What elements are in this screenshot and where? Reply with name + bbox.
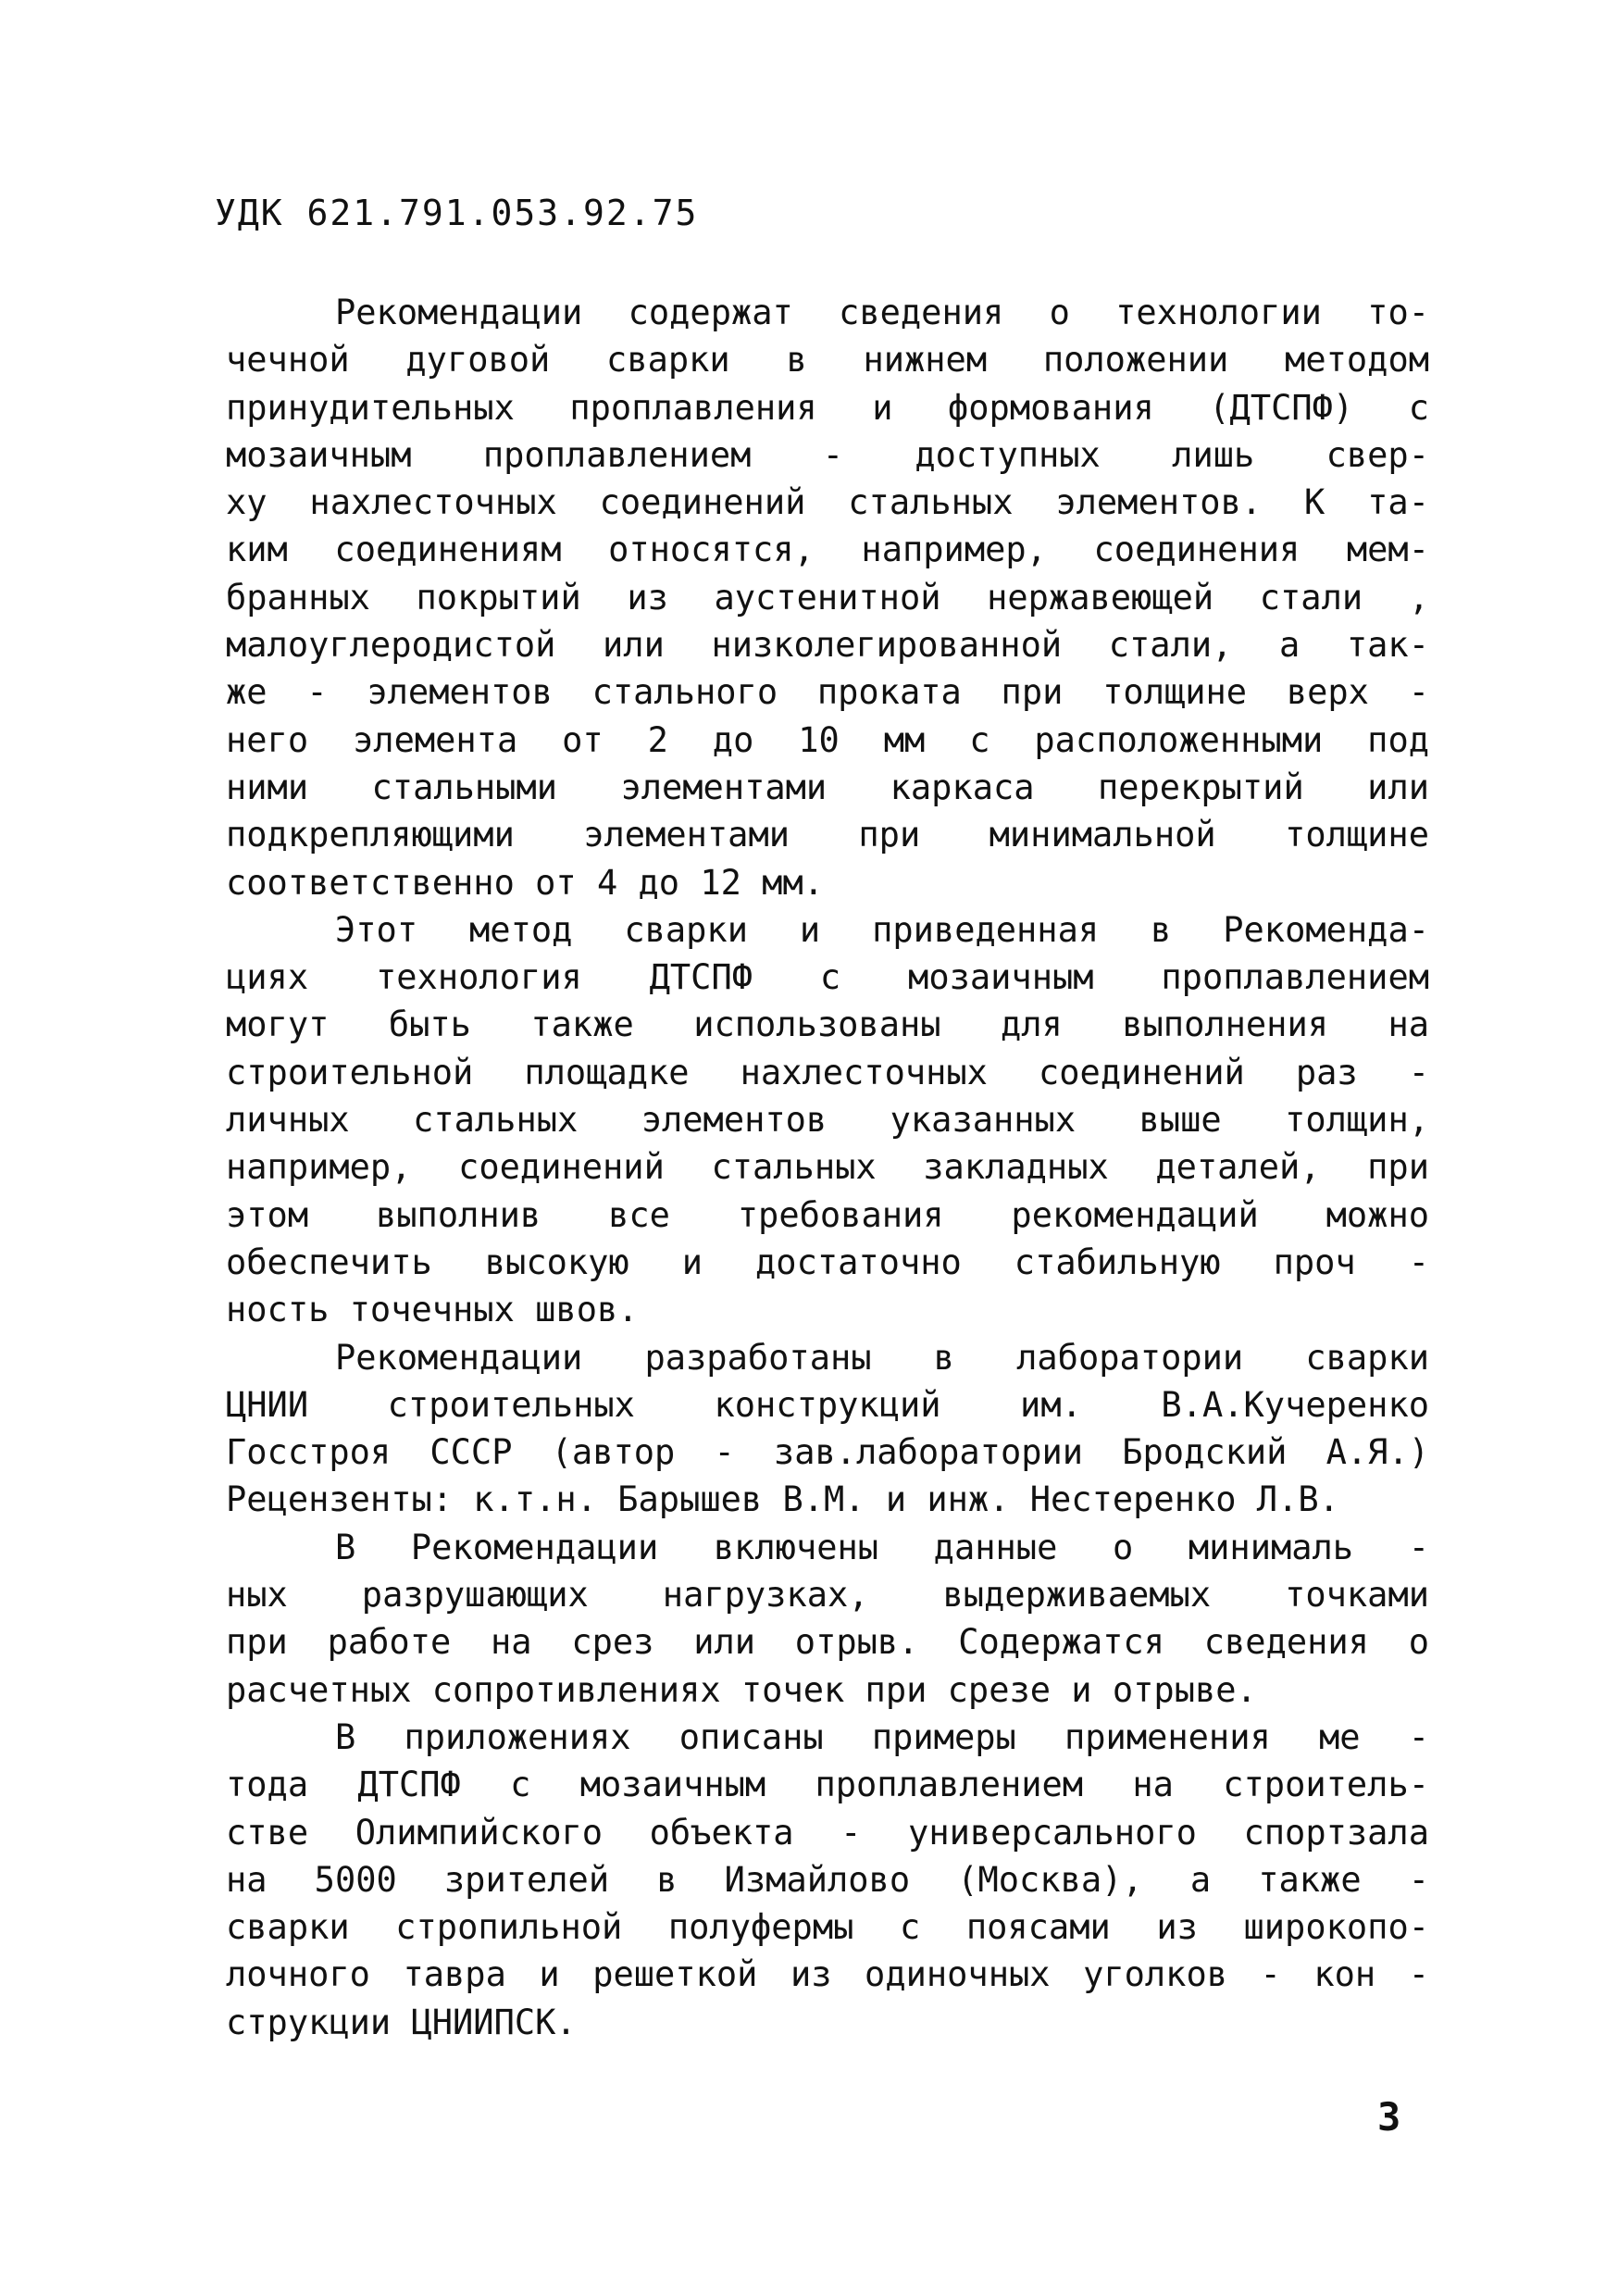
text-line: Рекомендации содержат сведения о технологии то-: [335, 293, 1429, 332]
text-line: Рецензенты: к.т.н. Барышев В.М. и инж. Нестеренко Л.В.: [226, 1479, 1339, 1520]
text-line: этом выполнив все требования рекомендаций можно: [226, 1194, 1429, 1235]
text-line: сварки стропильной полуфермы с поясами из широкопо-: [226, 1907, 1429, 1948]
text-line: строительной площадке нахлесточных соединений раз -: [226, 1052, 1429, 1092]
text-line: ними стальными элементами каркаса перекрытий или: [226, 767, 1429, 807]
text-line: принудительных проплавления и формования (ДТСПФ) с: [226, 387, 1429, 428]
paragraph: [226, 289, 1429, 906]
text-line: обеспечить высокую и достаточно стабильную проч -: [226, 1242, 1429, 1282]
text-line: малоуглеродистой или низколегированной стали, а так-: [226, 625, 1429, 666]
text-line: могут быть также использованы для выполнения на: [226, 1004, 1429, 1045]
text-line: лочного тавра и решеткой из одиночных уголков - кон -: [226, 1954, 1429, 1995]
text-line: же - элементов стального проката при толщине верх -: [226, 672, 1429, 713]
text-line: него элемента от 2 до 10 мм с расположенными под: [226, 719, 1429, 760]
paragraph: [226, 1524, 1429, 1714]
text-line: Этот метод сварки и приведенная в Рекоменда-: [335, 909, 1429, 950]
text-line: ность точечных швов.: [226, 1290, 639, 1330]
text-line: В приложениях описаны примеры применения ме -: [335, 1716, 1429, 1757]
text-line: Рекомендации разработаны в лаборатории сварки: [335, 1337, 1429, 1378]
text-line: тода ДТСПФ с мозаичным проплавлением на строитель-: [226, 1765, 1429, 1805]
text-line: стве Олимпийского объекта - универсального спортзала: [226, 1812, 1429, 1853]
page-number: 3: [1377, 2094, 1401, 2140]
text-line: Госстроя СССР (автор - зав.лаборатории Бродский А.Я.): [226, 1432, 1429, 1473]
udk-code: УДК 621.791.053.92.75: [215, 193, 699, 233]
text-line: чечной дуговой сварки в нижнем положении методом: [226, 340, 1429, 381]
document-body: [226, 289, 1429, 2046]
text-line: ных разрушающих нагрузках, выдерживаемых точками: [226, 1575, 1429, 1616]
text-line: мозаичным проплавлением - доступных лишь свер-: [226, 434, 1429, 475]
text-line: ху нахлесточных соединений стальных элементов. К та-: [226, 482, 1429, 523]
text-line: В Рекомендации включены данные о минималь -: [335, 1527, 1429, 1567]
text-line: ким соединениям относятся, например, соединения мем-: [226, 530, 1429, 570]
paragraph: [226, 906, 1429, 1334]
text-line: соответственно от 4 до 12 мм.: [226, 862, 825, 903]
text-line: циях технология ДТСПФ с мозаичным проплавлением: [226, 957, 1429, 998]
text-line: подкрепляющими элементами при минимальной толщине: [226, 815, 1429, 855]
text-line: расчетных сопротивлениях точек при срезе и отрыве.: [226, 1669, 1257, 1710]
text-line: на 5000 зрителей в Измайлово (Москва), а также -: [226, 1859, 1429, 1900]
text-line: при работе на срез или отрыв. Содержатся сведения о: [226, 1622, 1429, 1663]
text-line: ЦНИИ строительных конструкций им. В.А.Кучеренко: [226, 1384, 1429, 1425]
text-line: бранных покрытий из аустенитной нержавеющей стали ,: [226, 577, 1429, 618]
text-line: личных стальных элементов указанных выше толщин,: [226, 1100, 1429, 1141]
paragraph: [226, 1714, 1429, 2046]
paragraph: [226, 1334, 1429, 1524]
text-line: например, соединений стальных закладных деталей, при: [226, 1147, 1429, 1188]
text-line: струкции ЦНИИПСК.: [226, 2002, 577, 2042]
